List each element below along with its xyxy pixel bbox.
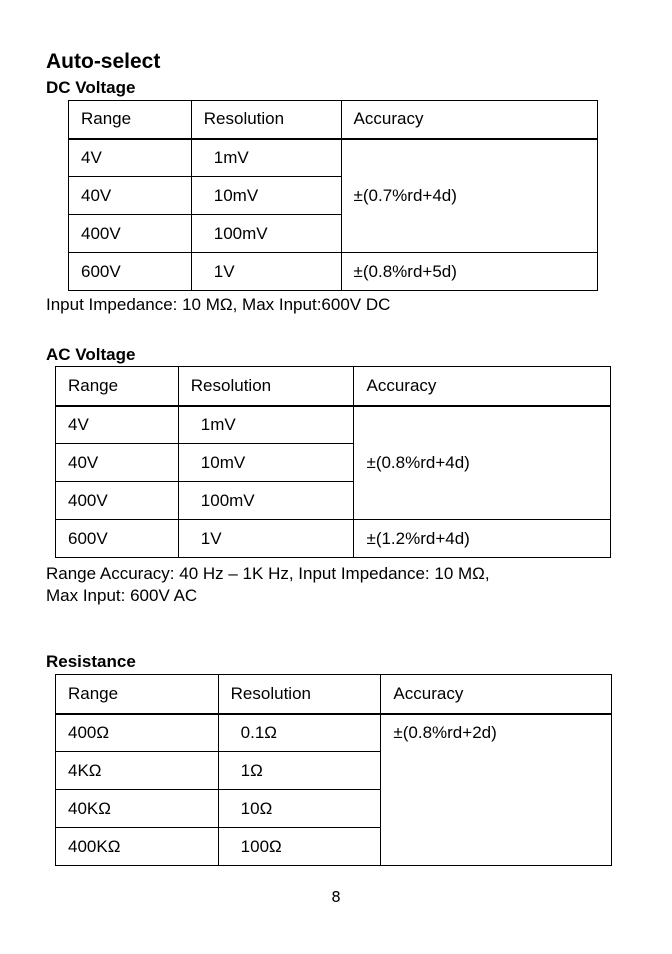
header-accuracy: Accuracy — [354, 367, 611, 406]
accuracy-cell: ±(0.7%rd+4d) — [341, 139, 597, 253]
header-resolution: Resolution — [218, 675, 381, 714]
resolution-cell: 1V — [178, 520, 354, 558]
accuracy-cell: ±(1.2%rd+4d) — [354, 520, 611, 558]
header-accuracy: Accuracy — [341, 101, 597, 139]
range-cell: 4KΩ — [56, 752, 219, 790]
range-cell: 40KΩ — [56, 790, 219, 828]
page-title: Auto-select — [46, 50, 161, 73]
header-range: Range — [56, 675, 219, 714]
resolution-cell: 100Ω — [218, 828, 381, 866]
page-number: 8 — [331, 888, 341, 906]
accuracy-cell: ±(0.8%rd+4d) — [354, 406, 611, 520]
table-row — [56, 714, 612, 752]
ac-voltage-heading: AC Voltage — [46, 345, 136, 364]
resolution-cell: 100mV — [178, 482, 354, 520]
resolution-cell: 10mV — [191, 177, 341, 215]
table-header-row — [56, 675, 612, 714]
header-accuracy: Accuracy — [381, 675, 612, 714]
range-cell: 400V — [56, 482, 179, 520]
dc-voltage-heading: DC Voltage — [46, 78, 136, 97]
header-range: Range — [69, 101, 192, 139]
resolution-cell: 1Ω — [218, 752, 381, 790]
range-cell: 4V — [69, 139, 192, 177]
resolution-cell: 100mV — [191, 215, 341, 253]
ac-voltage-note-line2: Max Input: 600V AC — [46, 586, 198, 605]
range-cell: 400V — [69, 215, 192, 253]
header-resolution: Resolution — [191, 101, 341, 139]
table-row — [56, 520, 611, 558]
range-cell: 600V — [56, 520, 179, 558]
table-row — [69, 139, 598, 177]
range-cell: 40V — [69, 177, 192, 215]
table-row — [69, 253, 598, 291]
resolution-cell: 1V — [191, 253, 341, 291]
resistance-heading: Resistance — [46, 652, 136, 671]
range-cell: 400Ω — [56, 714, 219, 752]
ac-voltage-table — [55, 366, 611, 558]
table-header-row — [69, 101, 598, 139]
table-row — [56, 406, 611, 444]
dc-voltage-table — [68, 100, 598, 291]
ac-voltage-note-line1: Range Accuracy: 40 Hz – 1K Hz, Input Impedance: 10 MΩ, — [46, 564, 490, 583]
range-cell: 600V — [69, 253, 192, 291]
table-header-row — [56, 367, 611, 406]
dc-voltage-note: Input Impedance: 10 MΩ, Max Input:600V DC — [46, 295, 391, 314]
range-cell: 400KΩ — [56, 828, 219, 866]
resolution-cell: 0.1Ω — [218, 714, 381, 752]
accuracy-cell: ±(0.8%rd+5d) — [341, 253, 597, 291]
resolution-cell: 10mV — [178, 444, 354, 482]
resolution-cell: 1mV — [191, 139, 341, 177]
resistance-table — [55, 674, 612, 866]
resolution-cell: 1mV — [178, 406, 354, 444]
resolution-cell: 10Ω — [218, 790, 381, 828]
header-resolution: Resolution — [178, 367, 354, 406]
accuracy-cell: ±(0.8%rd+2d) — [381, 714, 612, 866]
header-range: Range — [56, 367, 179, 406]
range-cell: 40V — [56, 444, 179, 482]
range-cell: 4V — [56, 406, 179, 444]
